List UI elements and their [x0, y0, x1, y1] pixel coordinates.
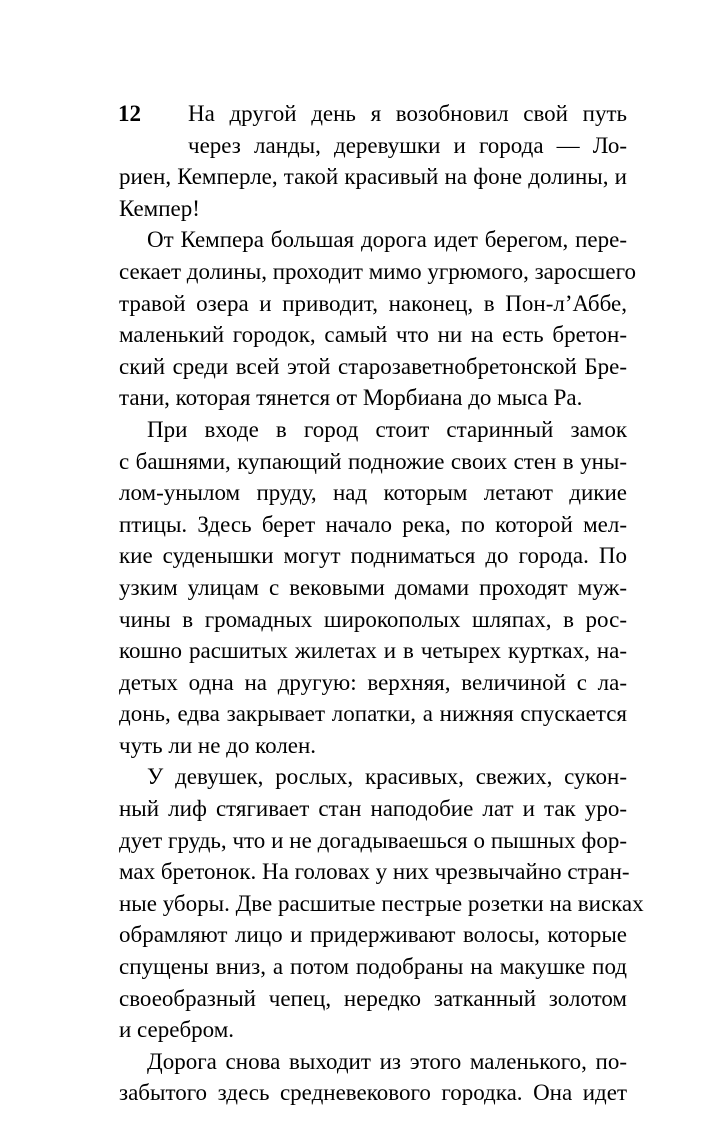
text-line: секает долины, проходит мимо угрюмого, заросшего: [119, 258, 636, 284]
text-line: ные уборы. Две расшитые пестрые розетки на висках: [119, 890, 644, 916]
text-line: птицы. Здесь берет начало река, по которой мел-: [119, 511, 627, 537]
text-line: донь, едва закрывает лопатки, а нижняя спускается: [119, 701, 627, 727]
text-line: При входе в город стоит старинный замок: [147, 416, 627, 442]
text-line: От Кемпера большая дорога идет берегом, пере-: [147, 227, 627, 253]
text-line: травой озера и приводит, наконец, в Пон-л’Аббе,: [119, 290, 627, 316]
text-line: риен, Кемперле, такой красивый на фоне долины, и: [119, 164, 627, 190]
page-number: 12: [118, 101, 141, 126]
text-line: На другой день я возобновил свой путь: [188, 101, 627, 126]
text-line: мах бретонок. На головах у них чрезвычайно стран-: [119, 859, 630, 885]
text-line: Дорога снова выходит из этого маленького, по-: [147, 1048, 627, 1074]
text-line: тани, которая тянется от Морбиана до мыса Ра.: [119, 385, 583, 411]
text-line: лом-унылом пруду, над которым летают дикие: [119, 480, 627, 506]
text-line: спущены вниз, а потом подобраны на макушке под: [119, 954, 627, 980]
text-line: через ланды, деревушки и города — Ло-: [188, 132, 627, 158]
text-line: ский среди всей этой старозаветнобретонской Бре-: [119, 353, 627, 379]
text-line: Кемпер!: [119, 195, 200, 221]
text-line: обрамляют лицо и придерживают волосы, которые: [119, 922, 627, 948]
text-line: своеобразный чепец, нередко затканный золотом: [119, 985, 627, 1011]
text-line: кие суденышки могут подниматься до города. По: [119, 543, 627, 569]
text-line: чины в громадных широкополых шляпах, в рос-: [119, 606, 627, 632]
text-line: детых одна на другую: верхняя, величиной с ла-: [119, 669, 627, 695]
text-line: чуть ли не до колен.: [119, 732, 317, 758]
text-line: с башнями, купающий подножие своих стен в уны-: [119, 448, 627, 474]
text-line: маленький городок, самый что ни на есть бретон-: [119, 322, 627, 348]
text-line: узким улицам с вековыми домами проходят муж-: [119, 574, 627, 600]
text-line: У девушек, рослых, красивых, свежих, сукон-: [147, 764, 627, 790]
text-line: и серебром.: [119, 1017, 235, 1043]
text-line: кошно расшитых жилетах и в четырех куртках, на-: [119, 638, 627, 664]
text-line: дует грудь, что и не догадываешься о пышных фор-: [119, 827, 627, 853]
body-text: [119, 98, 644, 1109]
text-line: ный лиф стягивает стан наподобие лат и так уро-: [119, 796, 627, 822]
text-line: забытого здесь средневекового городка. Она идет: [119, 1080, 627, 1106]
